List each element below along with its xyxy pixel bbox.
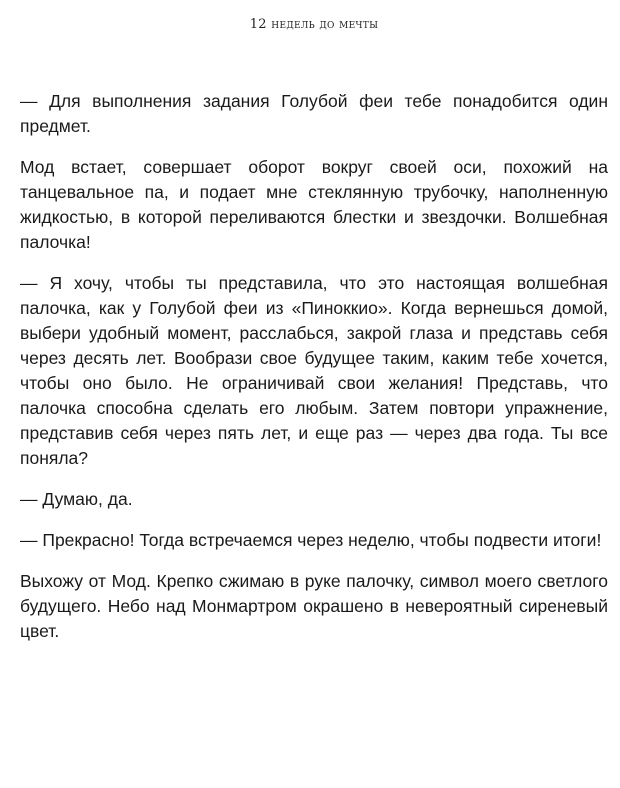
paragraph-1: — Для выполнения задания Голубой феи тебе понадобится один предмет.	[20, 91, 608, 136]
paragraph-3: — Я хочу, чтобы ты представила, что это настоящая волшебная палочка, как у Голубой феи из «Пиноккио». Когда вернешься домой, выбери удобный момент, расслабься, закрой глаза и представь себя через десять лет. Вообрази свое будущее таким, каким тебе хочется, чтобы оно было. Не ограничивай свои желания! Представь, что палочка способна сделать его любым. Затем повтори упражнение, представив себя через пять лет, и еще раз — через два года. Ты все поняла?	[20, 273, 608, 468]
paragraph-6: Выхожу от Мод. Крепко сжимаю в руке палочку, символ моего светлого будущего. Небо над Монмартром окрашено в невероятный сиреневый цвет.	[20, 571, 608, 641]
paragraph-2: Мод встает, совершает оборот вокруг своей оси, похожий на танцевальное па, и подает мне стеклянную трубочку, наполненную жидкостью, в которой переливаются блестки и звездочки. Волшебная палочка!	[20, 157, 608, 252]
body-text	[20, 89, 608, 644]
running-head-title: 12 недель до мечты	[249, 17, 379, 32]
paragraph-4: — Думаю, да.	[20, 489, 133, 509]
paragraph-5: — Прекрасно! Тогда встречаемся через неделю, чтобы подвести итоги!	[20, 530, 602, 550]
